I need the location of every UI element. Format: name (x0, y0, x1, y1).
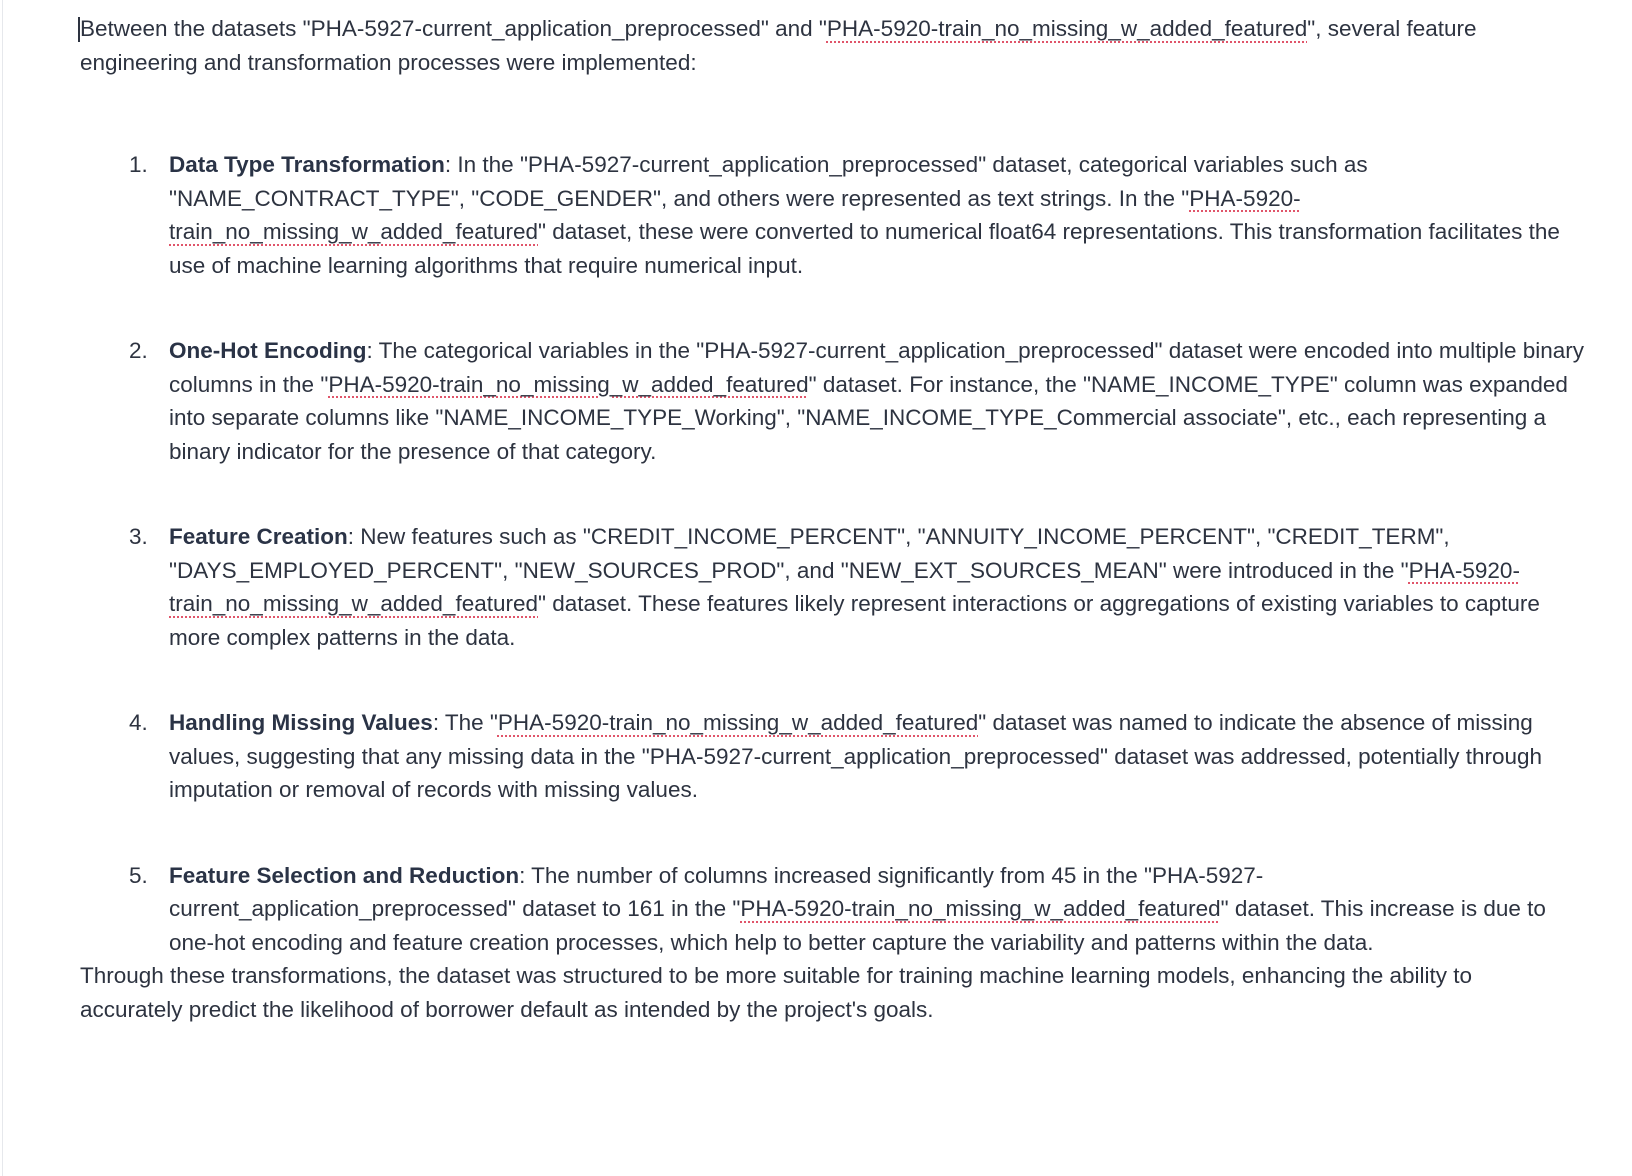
spellcheck-flagged-dataset-name[interactable]: PHA-5920-train_no_missing_w_added_featured (169, 185, 1301, 244)
spellcheck-flagged-dataset-name[interactable]: PHA-5920-train_no_missing_w_added_featured (826, 16, 1308, 41)
list-item-text: : The categorical variables in the "PHA-5927-current_application_preprocessed" dataset were encoded into multiple binary columns in the " (169, 338, 1584, 397)
editor-left-border (2, 0, 3, 1176)
spellcheck-flagged-dataset-name[interactable]: PHA-5920-train_no_missing_w_added_featured (497, 710, 979, 735)
list-item-term: Data Type Transformation (169, 152, 445, 177)
intro-text-end: ", several feature engineering and transformation processes were implemented: (80, 16, 1477, 75)
list-item[interactable] (80, 859, 1589, 960)
list-item[interactable] (80, 520, 1589, 654)
list-item-text: : The number of columns increased significantly from 45 in the "PHA-5927-current_application_preprocessed" dataset to 161 in the " (169, 862, 1264, 921)
spellcheck-flagged-dataset-name[interactable]: PHA-5920-train_no_missing_w_added_featured (740, 896, 1221, 921)
list-item[interactable] (80, 148, 1589, 282)
list-item-term: One-Hot Encoding (169, 338, 367, 363)
document-editor[interactable] (80, 12, 1584, 1026)
spellcheck-flagged-dataset-name[interactable]: PHA-5920-train_no_missing_w_added_featured (328, 371, 809, 397)
list-item-number: 1. (129, 152, 148, 177)
list-item-text: : In the "PHA-5927-current_application_preprocessed" dataset, categorical variables such as "NAME_CONTRACT_TYPE", "CODE_GENDER", and others were represented as text strings. In the " (169, 152, 1368, 211)
list-item-number: 4. (129, 710, 148, 735)
list-item-term: Feature Creation (169, 524, 348, 549)
list-item-number: 5. (129, 862, 148, 888)
list-item-text: " dataset. For instance, the "NAME_INCOME_TYPE" column was expanded into separate columns like "NAME_INCOME_TYPE_Working", "NAME_INCOME_TYPE_Commercial associate", etc., each representing a binary indicator for the presence of that category. (169, 371, 1568, 464)
transformations-list (80, 148, 1584, 959)
intro-paragraph[interactable] (80, 12, 1560, 79)
intro-text-start: Between the datasets "PHA-5927-current_application_preprocessed" and " (80, 16, 827, 41)
list-item-number: 2. (129, 338, 148, 363)
list-item-text: " dataset. These features likely represent interactions or aggregations of existing variables to capture more complex patterns in the data. (169, 591, 1540, 650)
list-item-text: : New features such as "CREDIT_INCOME_PERCENT", "ANNUITY_INCOME_PERCENT", "CREDIT_TERM", "DAYS_EMPLOYED_PERCENT", "NEW_SOURCES_PROD", and "NEW_EXT_SOURCES_MEAN" were introduced in the " (169, 524, 1450, 583)
conclusion-paragraph[interactable] (80, 959, 1560, 1026)
list-item[interactable] (80, 334, 1589, 468)
conclusion-text: Through these transformations, the dataset was structured to be more suitable for training machine learning models, enhancing the ability to accurately predict the likelihood of borrower default as intended by the project's goals. (80, 963, 1473, 1022)
list-item[interactable] (80, 706, 1589, 807)
list-item-text: " dataset was named to indicate the absence of missing values, suggesting that any missing data in the "PHA-5927-current_application_preprocessed" dataset was addressed, potentially through imputation or removal of records with missing values. (169, 710, 1543, 802)
list-item-text: " dataset, these were converted to numerical float64 representations. This transformation facilitates the use of machine learning algorithms that require numerical input. (169, 219, 1560, 278)
text-cursor (78, 17, 80, 42)
list-item-text: : The " (432, 710, 498, 735)
list-item-term: Feature Selection and Reduction (169, 862, 520, 888)
list-item-term: Handling Missing Values (169, 710, 433, 735)
list-item-text: " dataset. This increase is due to one-hot encoding and feature creation processes, which help to better capture the variability and patterns within the data. (169, 896, 1546, 955)
list-item-number: 3. (129, 524, 148, 549)
spellcheck-flagged-dataset-name[interactable]: PHA-5920-train_no_missing_w_added_featured (169, 557, 1520, 616)
